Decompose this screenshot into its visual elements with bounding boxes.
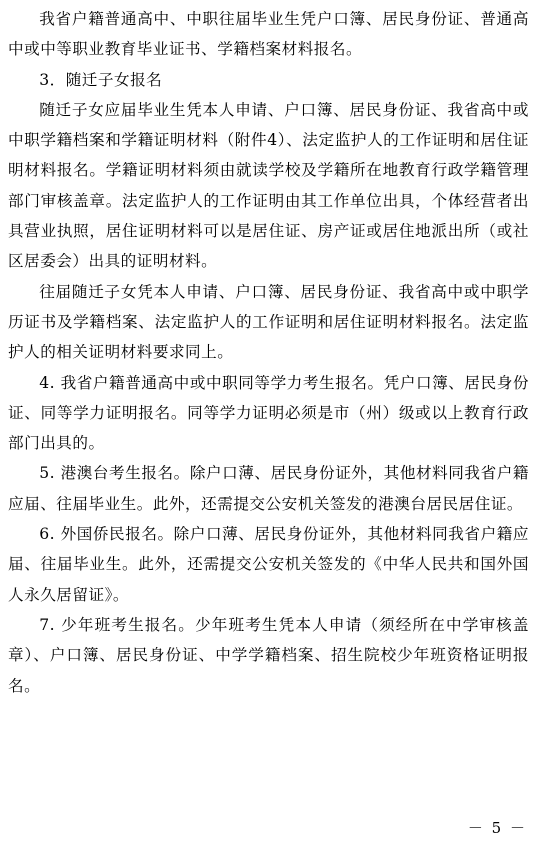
paragraph-graduate-registration: 我省户籍普通高中、中职往届毕业生凭户口簿、居民身份证、普通高中或中等职业教育毕业证书、学籍档案材料报名。 — [8, 10, 529, 59]
paragraph-equivalent-education: 4. 我省户籍普通高中或中职同等学力考生报名。凭户口簿、居民身份证、同等学力证明报名。同等学力证明必须是市（州）级或以上教育行政部门出具的。 — [8, 373, 529, 453]
paragraph-migrant-past-graduates: 往届随迁子女凭本人申请、户口簿、居民身份证、我省高中或中职学历证书及学籍档案、法定监护人的工作证明和居住证明材料报名。法定监护人的相关证明材料要求同上。 — [8, 282, 529, 362]
paragraph-foreign-nationals: 6. 外国侨民报名。除户口薄、居民身份证外，其他材料同我省户籍应届、往届毕业生。此外，还需提交公安机关签发的《中华人民共和国外国人永久居留证》。 — [8, 525, 529, 604]
paragraph-migrant-current-graduates: 随迁子女应届毕业生凭本人申请、户口簿、居民身份证、我省高中或中职学籍档案和学籍证明材料（附件4）、法定监护人的工作证明和居住证明材料报名。学籍证明材料须由就读学校及学籍所在地教育行政学籍管理部门审核盖章。法定监护人的工作证明由其工作单位出具，个体经营者出具营业执照，居住证明材料可以是居住证、房产证或居住地派出所（或社区居委会）出具的证明材料。 — [8, 100, 529, 271]
page-number: － 5 － — [467, 819, 527, 837]
section-heading-migrant-children: 3．随迁子女报名 — [39, 70, 163, 89]
paragraph-juvenile-class: 7. 少年班考生报名。少年班考生凭本人申请（须经所在中学审核盖章）、户口簿、居民身份证、中学学籍档案、招生院校少年班资格证明报名。 — [8, 615, 529, 695]
document-body — [8, 4, 529, 701]
paragraph-hk-macao-taiwan: 5. 港澳台考生报名。除户口薄、居民身份证外，其他材料同我省户籍应届、往届毕业生。此外，还需提交公安机关签发的港澳台居民居住证。 — [8, 464, 529, 513]
